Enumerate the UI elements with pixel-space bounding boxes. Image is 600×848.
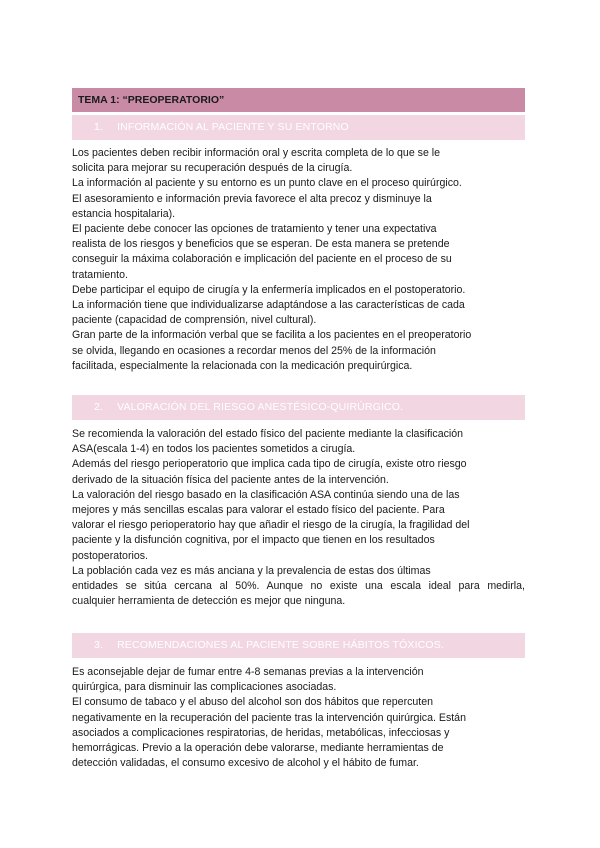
section-body-3 [72, 665, 532, 771]
text-line: hemorrágicas. Previo a la operación debe valorarse, mediante herramientas de [72, 742, 444, 755]
section-title: VALORACIÓN DEL RIESGO ANESTÉSICO-QUIRÚRGICO. [117, 401, 404, 413]
section-number: 1. [94, 121, 104, 133]
text-line: se olvida, llegando en ocasiones a recordar menos del 25% de la información [72, 344, 436, 357]
text-line: Además del riesgo perioperatorio que implica cada tipo de cirugía, existe otro riesgo [72, 458, 467, 471]
text-line: Debe participar el equipo de cirugía y la enfermería implicados en el postoperatorio. [72, 283, 466, 296]
text-line: facilitada, especialmente la relacionada con la medicación prequirúrgica. [72, 359, 413, 372]
section-title: INFORMACIÓN AL PACIENTE Y SU ENTORNO [117, 121, 349, 133]
text-line: Gran parte de la información verbal que se facilita a los pacientes en el preoperatorio [72, 329, 472, 342]
section-number: 2. [94, 401, 104, 413]
section-heading-1 [72, 115, 525, 140]
text-line: asociados a complicaciones respiratorias, de heridas, metabólicas, infecciosas y [72, 726, 450, 739]
section-body-1 [72, 146, 532, 374]
text-line: El asesoramiento e información previa favorece el alta precoz y disminuye la [72, 192, 432, 205]
text-line: conseguir la máxima colaboración e implicación del paciente en el proceso de su [72, 253, 452, 266]
text-line: Es aconsejable dejar de fumar entre 4-8 semanas previas a la intervención [72, 666, 424, 678]
text-line: cualquier herramienta de detección es mejor que ninguna. [72, 595, 346, 608]
text-line: estancia hospitalaria). [72, 207, 176, 220]
section-number: 3. [94, 639, 104, 651]
text-line: paciente (capacidad de comprensión, nivel cultural). [72, 314, 317, 327]
topic-title: TEMA 1: “PREOPERATORIO” [78, 94, 225, 106]
text-line: La información tiene que individualizarse adaptándose a las características de cada [72, 299, 465, 312]
text-line: entidades se sitúa cercana al 50%. Aunque no existe una escala ideal para medirla, [72, 580, 525, 593]
text-line: paciente y la disfunción cognitiva, por el impacto que tienen en los resultados [72, 534, 435, 547]
section-title: RECOMENDACIONES AL PACIENTE SOBRE HÁBITOS TÓXICOS. [117, 639, 444, 651]
text-line: negativamente en la recuperación del paciente tras la intervención quirúrgica. Están [72, 711, 466, 724]
text-line: realista de los riesgos y beneficios que se esperan. De esta manera se pretende [72, 238, 450, 251]
text-line: La información al paciente y su entorno es un punto clave en el proceso quirúrgico. [72, 177, 462, 190]
text-line: quirúrgica, para disminuir las complicaciones asociadas. [72, 681, 337, 694]
text-line: tratamiento. [72, 268, 128, 281]
section-body-2 [72, 427, 532, 609]
text-line: derivado de la situación física del paciente antes de la intervención. [72, 473, 389, 486]
section-heading-3 [72, 633, 525, 658]
text-line: La valoración del riesgo basado en la clasificación ASA continúa siendo una de las [72, 488, 460, 501]
text-line: solicita para mejorar su recuperación después de la cirugía. [72, 162, 353, 175]
text-line: ASA(escala 1-4) en todos los pacientes sometidos a cirugía. [72, 443, 356, 456]
text-line: detección validadas, el consumo excesivo de alcohol y el hábito de fumar. [72, 757, 419, 770]
text-line: mejores y más sencillas escalas para valorar el estado físico del paciente. Para [72, 504, 445, 517]
text-line: postoperatorios. [72, 549, 148, 562]
text-line: Los pacientes deben recibir información oral y escrita completa de lo que se le [72, 147, 441, 159]
text-line: La población cada vez es más anciana y la prevalencia de estas dos últimas [72, 564, 431, 577]
text-line: Se recomienda la valoración del estado físico del paciente mediante la clasificación [72, 428, 464, 440]
text-line: El paciente debe conocer las opciones de tratamiento y tener una expectativa [72, 223, 437, 236]
section-heading-2 [72, 395, 525, 420]
topic-title-bar [72, 88, 525, 112]
text-line: valorar el riesgo perioperatorio hay que añadir el riesgo de la cirugía, la fragilidad del [72, 519, 470, 532]
text-line: El consumo de tabaco y el abuso del alcohol son dos hábitos que repercuten [72, 696, 434, 709]
